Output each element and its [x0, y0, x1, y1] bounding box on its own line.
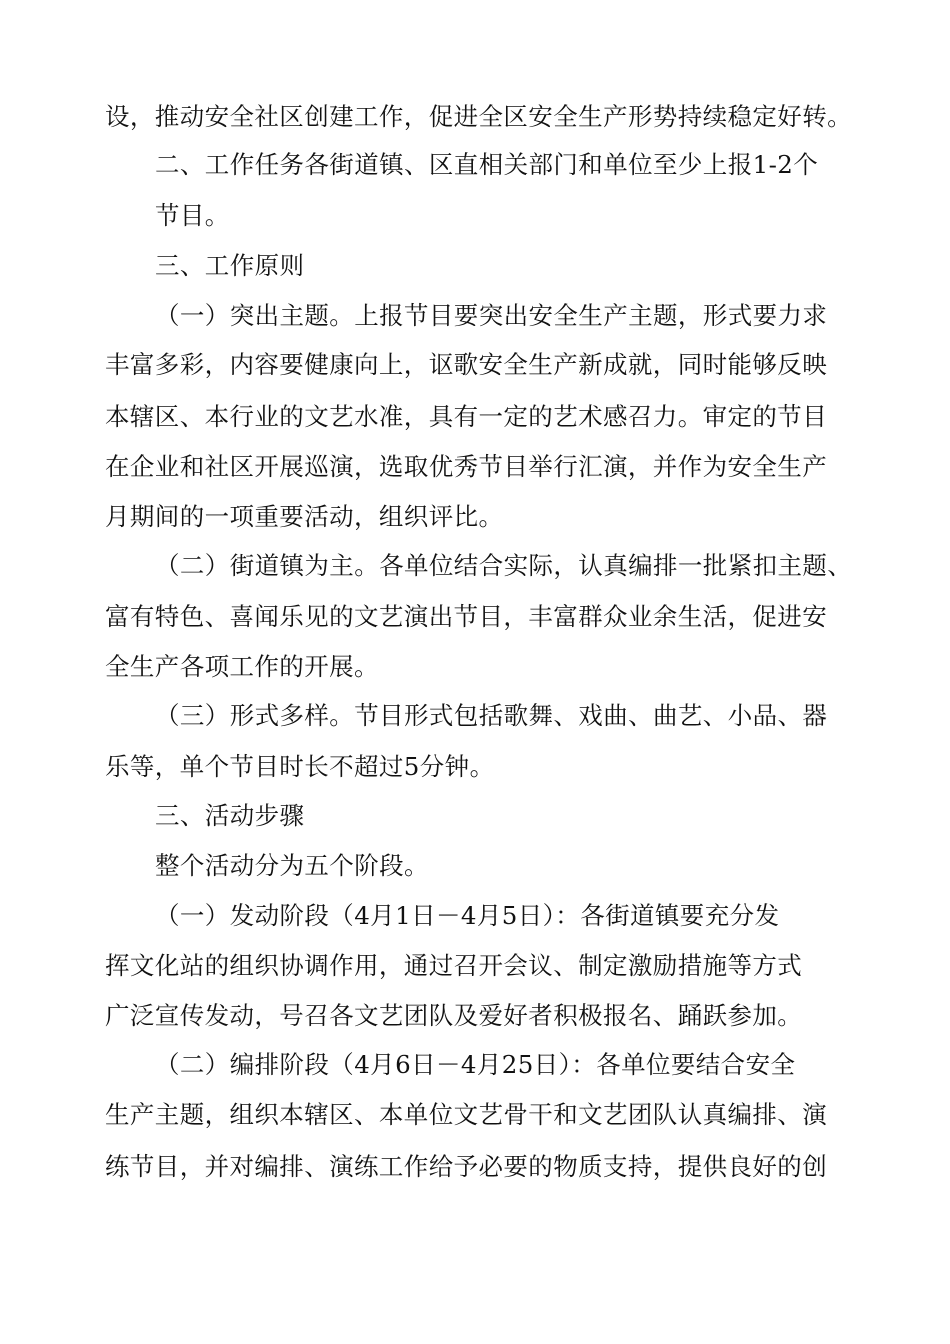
text-line-10: （二）街道镇为主。各单位结合实际，认真编排一批紧扣主题、: [155, 551, 853, 580]
section-heading-principles: 三、工作原则: [155, 251, 305, 280]
text-line-8: 在企业和社区开展巡演，选取优秀节目举行汇演，并作为安全生产: [105, 452, 828, 481]
text-line-5: （一）突出主题。上报节目要突出安全生产主题，形式要力求: [155, 301, 828, 330]
text-line-14: 乐等，单个节目时长不超过5分钟。: [105, 752, 495, 781]
section-heading-steps: 三、活动步骤: [155, 801, 305, 830]
text-line-22: 练节目，并对编排、演练工作给予必要的物质支持，提供良好的创: [105, 1152, 828, 1181]
text-line-16: 整个活动分为五个阶段。: [155, 851, 429, 880]
text-line-2: 二、工作任务各街道镇、区直相关部门和单位至少上报1-2个: [155, 150, 819, 179]
text-line-13: （三）形式多样。节目形式包括歌舞、戏曲、曲艺、小品、器: [155, 701, 828, 730]
text-line-12: 全生产各项工作的开展。: [105, 652, 379, 681]
text-line-18: 挥文化站的组织协调作用，通过召开会议、制定激励措施等方式: [105, 951, 803, 980]
text-line-6: 丰富多彩，内容要健康向上，讴歌安全生产新成就，同时能够反映: [105, 350, 828, 379]
text-line-1: 设，推动安全社区创建工作，促进全区安全生产形势持续稳定好转。: [105, 102, 852, 131]
text-line-7: 本辖区、本行业的文艺水准，具有一定的艺术感召力。审定的节目: [105, 402, 828, 431]
text-line-19: 广泛宣传发动，号召各文艺团队及爱好者积极报名、踊跃参加。: [105, 1001, 803, 1030]
text-line-3: 节目。: [155, 201, 230, 230]
text-line-17: （一）发动阶段（4月1日－4月5日）：各街道镇要充分发: [155, 901, 780, 930]
text-line-9: 月期间的一项重要活动，组织评比。: [105, 502, 504, 531]
text-line-21: 生产主题，组织本辖区、本单位文艺骨干和文艺团队认真编排、演: [105, 1100, 828, 1129]
text-line-20: （二）编排阶段（4月6日－4月25日）：各单位要结合安全: [155, 1050, 796, 1079]
text-line-11: 富有特色、喜闻乐见的文艺演出节目，丰富群众业余生活，促进安: [105, 602, 828, 631]
